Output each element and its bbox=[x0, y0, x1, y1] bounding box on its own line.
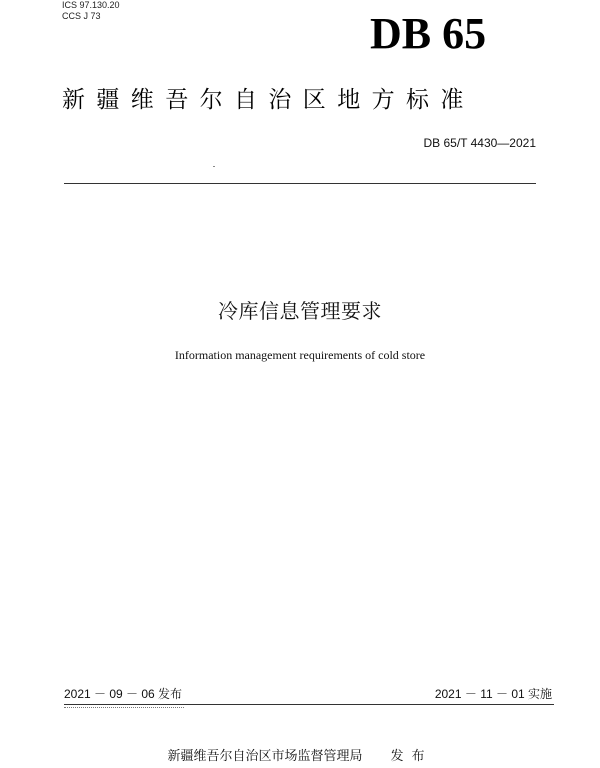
publisher-line bbox=[0, 745, 600, 764]
scan-speck bbox=[213, 166, 215, 167]
publish-action: 发布 bbox=[390, 749, 433, 764]
ccs-code: CCS J 73 bbox=[62, 11, 101, 21]
bottom-divider-dotted bbox=[64, 707, 184, 708]
document-title-zh: 冷库信息管理要求 bbox=[218, 299, 382, 323]
classification-codes bbox=[62, 0, 120, 22]
standard-number: DB 65/T 4430—2021 bbox=[423, 136, 536, 150]
standard-title: 新疆维吾尔自治区地方标准 bbox=[62, 87, 475, 113]
top-divider bbox=[64, 183, 536, 184]
publisher-name: 新疆维吾尔自治区市场监督管理局 bbox=[167, 749, 363, 764]
issue-date: 2021 － 09 － 06 发布 bbox=[64, 687, 183, 701]
document-title-en: Information management requirements of cold store bbox=[174, 348, 426, 362]
db65-logo: DB 65 bbox=[370, 9, 487, 58]
implementation-date: 2021 － 11 － 01 实施 bbox=[434, 687, 552, 701]
bottom-divider bbox=[64, 704, 554, 705]
ics-code: ICS 97.130.20 bbox=[62, 0, 120, 10]
